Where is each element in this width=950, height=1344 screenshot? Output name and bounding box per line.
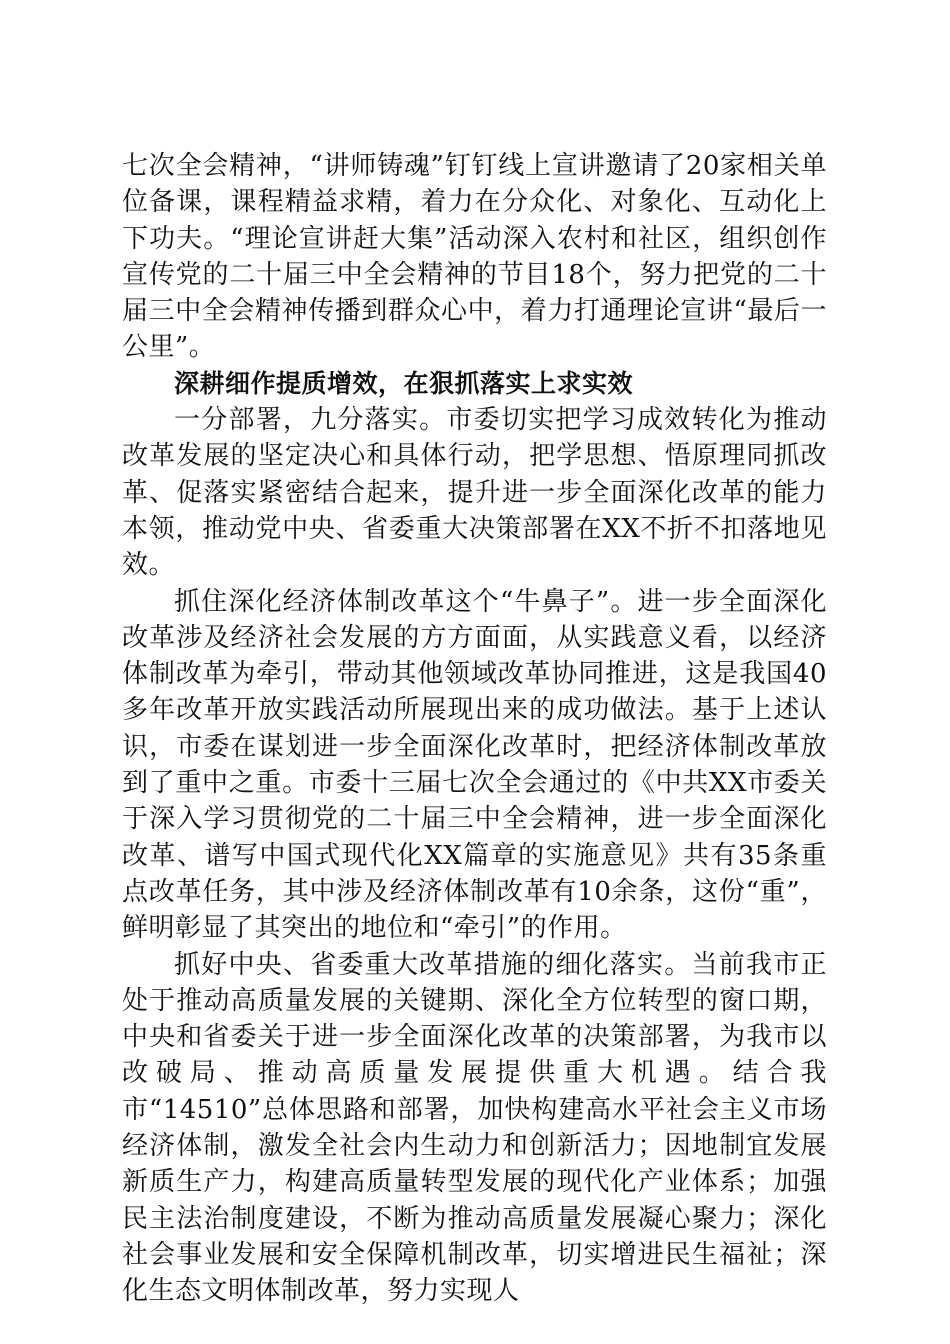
paragraph-economic-reform: 抓住深化经济体制改革这个“牛鼻子”。进一步全面深化改革涉及经济社会发展的方方面面，从实践意义看，以经济体制改革为牵引，带动其他领域改革协同推进，这是我国40多年改革开放实践活动所展现出来的成功做法。基于上述认识，市委在谋划进一步全面深化改革时，把经济体制改革放到了重中之重。市委十三届七次全会通过的《中共XX市委关于深入学习贯彻党的二十届三中全会精神，进一步全面深化改革、谱写中国式现代化XX篇章的实施意见》共有35条重点改革任务，其中涉及经济体制改革有10余条，这份“重”，鲜明彰显了其突出的地位和“牵引”的作用。 [122, 586, 827, 944]
section-heading: 深耕细作提质增效，在狠抓落实上求实效 [174, 368, 634, 398]
paragraph-continuation: 七次全会精神，“讲师铸魂”钉钉线上宣讲邀请了20家相关单位备课，课程精益求精，着力在分众化、对象化、互动化上下功夫。“理论宣讲赶大集”活动深入农村和社区，组织创作宣传党的二十届三中全会精神的节目18个，努力把党的二十届三中全会精神传播到群众心中，着力打通理论宣讲“最后一公里”。 [122, 151, 827, 363]
paragraph-implementation: 一分部署，九分落实。市委切实把学习成效转化为推动改革发展的坚定决心和具体行动，把学思想、悟原理同抓改革、促落实紧密结合起来，提升进一步全面深化改革的能力本领，推动党中央、省委重大决策部署在XX不折不扣落地见效。 [122, 405, 827, 581]
document-body [122, 148, 827, 1310]
paragraph-major-measures: 抓好中央、省委重大改革措施的细化落实。当前我市正处于推动高质量发展的关键期、深化全方位转型的窗口期，中央和省委关于进一步全面深化改革的决策部署，为我市以改破局、推动高质量发展提供重大机遇。结合我市“14510”总体思路和部署，加快构建高水平社会主义市场经济体制，激发全社会内生动力和创新活力；因地制宜发展新质生产力，构建高质量转型发展的现代化产业体系；加强民主法治制度建设，不断为推动高质量发展凝心聚力；深化社会事业发展和安全保障机制改革，切实增进民生福祉；深化生态文明体制改革，努力实现人 [122, 949, 827, 1307]
